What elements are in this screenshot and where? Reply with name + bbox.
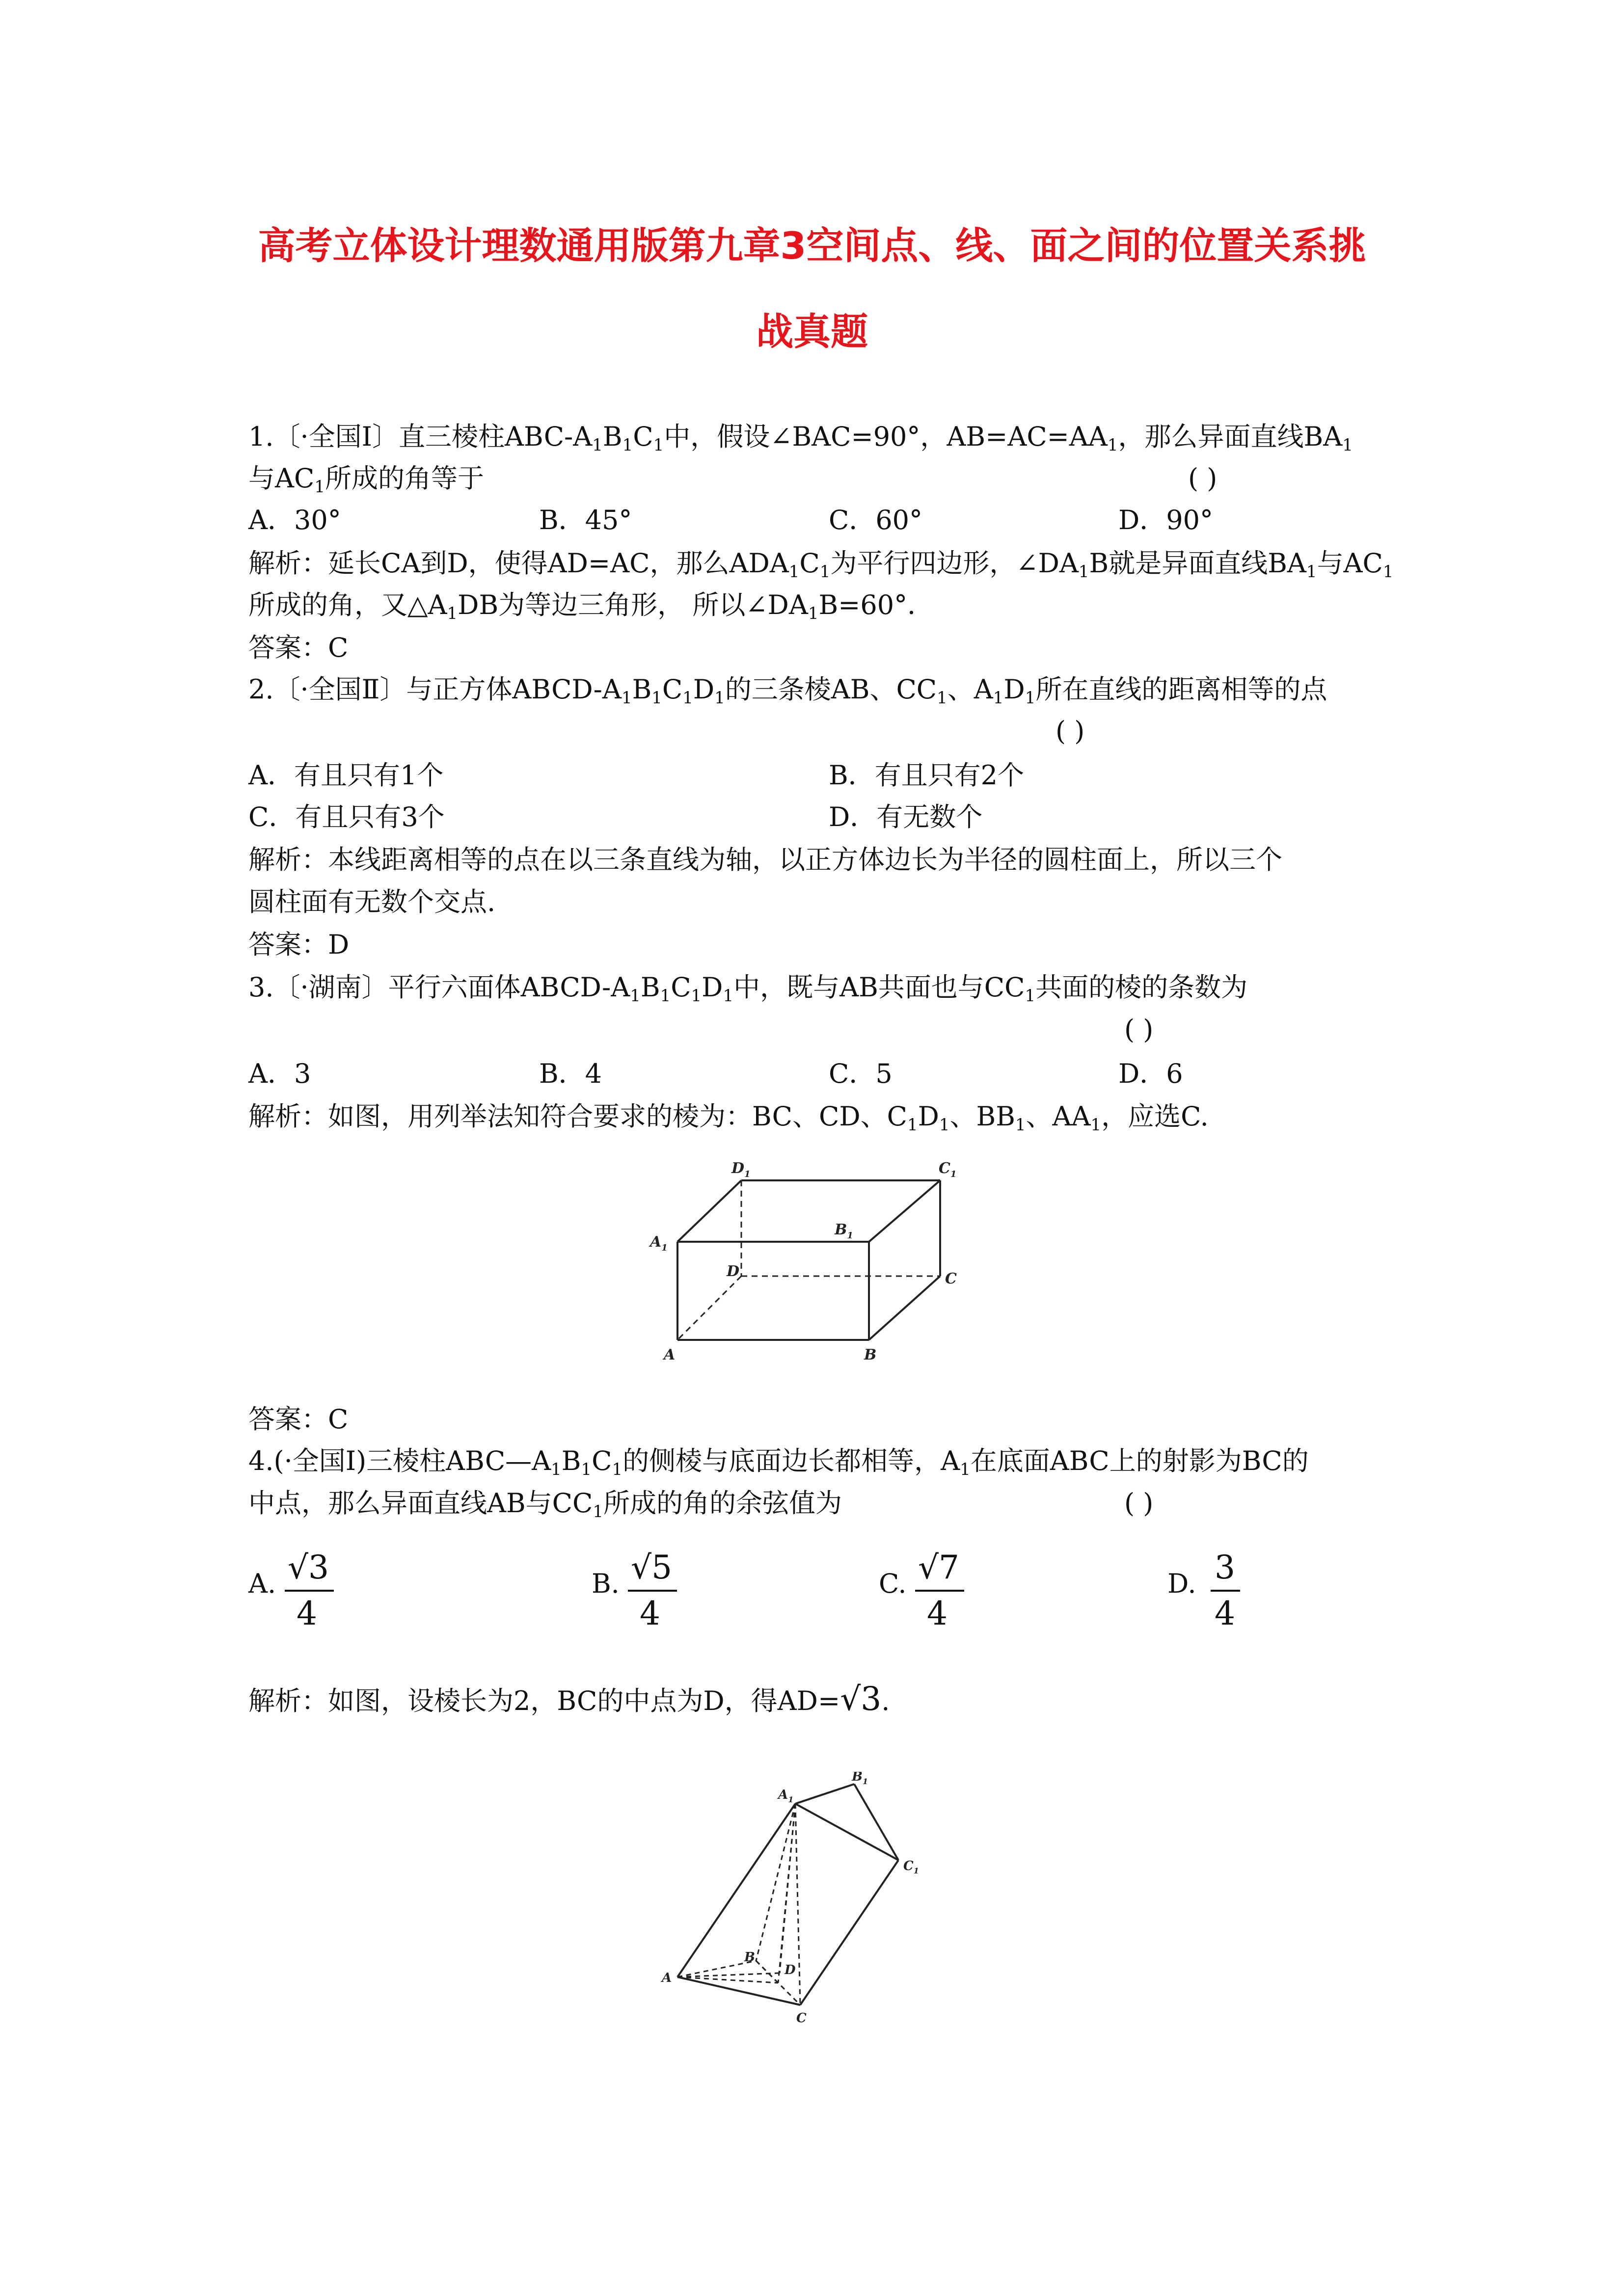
q2-option-d: D．有无数个: [829, 801, 983, 832]
edge-ad-hidden: [677, 1276, 741, 1340]
q4-stem-line1: 4.(·全国Ⅰ)三棱柱$ABC—A_1B_1C_1$的侧棱与底面边长都相等，$A_1$在底面ABC上的射影为BC的: [248, 1445, 1309, 1479]
q3-option-a: A．3: [248, 1058, 311, 1089]
label-b1: $B_1$: [852, 1772, 868, 1786]
q1-analysis-line1: 解析：延长CA到D，使得AD=AC，那么$ADA_1C_1$为平行四边形，$\angle DA_1B$就是异面直线$BA_1$与$AC_1$: [248, 548, 1394, 582]
q1-stem-line1: 1.〔·全国Ⅰ〕直三棱柱ABC-$A_1B_1C_1$中，假设∠BAC=90°，$AB=AC=AA_1$，那么异面直线$BA_1$: [248, 421, 1353, 455]
label-b1: $B_1$: [835, 1221, 853, 1241]
q4-option-d: D. 3 4: [1167, 1548, 1266, 1637]
edge-bc: [869, 1276, 940, 1340]
edge-ac: [677, 1977, 800, 2005]
q4-option-b: B. √5 4: [592, 1548, 690, 1637]
edge-a1d-hidden: [780, 1804, 795, 1973]
q3-stem-line1: 3.〔·湖南〕平行六面体ABCD-$A_1B_1C_1D_1$中，既与AB共面也与$CC_1$共面的棱的条数为: [248, 972, 1248, 1006]
label-c: C: [796, 2011, 807, 2026]
edge-ad-hidden: [677, 1973, 780, 1977]
q3-option-d: D．6: [1118, 1058, 1183, 1089]
q1-option-c: C．60°: [829, 505, 923, 535]
q2-option-a: A．有且只有1个: [248, 760, 444, 791]
q2-answer-paren: ( ): [1056, 716, 1085, 747]
label-a: A: [664, 1346, 676, 1363]
label-d1: $D_1$: [731, 1160, 751, 1179]
label-d: D: [785, 1963, 796, 1977]
edge-cc1: [800, 1860, 898, 2005]
label-a1: $A_1$: [778, 1788, 794, 1804]
q2-analysis-line2: 圆柱面有无数个交点.: [248, 886, 496, 917]
q1-option-b: B．45°: [539, 505, 632, 535]
q2-answer: 答案：D: [248, 929, 350, 960]
q3-option-c: C．5: [829, 1058, 893, 1089]
q1-analysis-line2: 所成的角，又$\triangle A_1DB$为等边三角形， 所以$\angle DA_1B=60^\circ$．: [248, 589, 934, 623]
q3-answer-paren: ( ): [1124, 1014, 1154, 1045]
edge-be-hidden: [756, 1961, 778, 1983]
q4-answer-paren: ( ): [1124, 1488, 1154, 1519]
label-d: D: [727, 1263, 740, 1280]
q4-analysis: 解析：如图，设棱长为2，BC的中点为D，得AD=√3.: [248, 1680, 890, 1718]
edge-a1b-hidden: [756, 1804, 795, 1961]
q4-option-c: C. √7 4: [879, 1548, 977, 1637]
q1-option-d: D．90°: [1118, 505, 1214, 535]
q3-option-b: B．4: [539, 1058, 602, 1089]
label-b: B: [744, 1950, 755, 1965]
page-title-line2: 战真题: [756, 310, 868, 353]
label-a: A: [662, 1971, 672, 1985]
parallelepiped-figure: [638, 1144, 1011, 1369]
q2-option-b: B．有且只有2个: [829, 760, 1025, 791]
page-title-line1: 高考立体设计理数通用版第九章3空间点、线、面之间的位置关系挑: [258, 224, 1366, 267]
q3-analysis: 解析：如图，用列举法知符合要求的棱为：BC、CD、$C_1D_1$、$BB_1$、$AA_1$，应选C.: [248, 1101, 1209, 1135]
q2-analysis-line1: 解析：本线距离相等的点在以三条直线为轴，以正方体边长为半径的圆柱面上，所以三个: [248, 844, 1282, 875]
q2-stem-line1: 2.〔·全国Ⅱ〕与正方体ABCD-$A_1B_1C_1D_1$的三条棱AB、$CC_1$、$A_1D_1$所在直线的距离相等的点: [248, 674, 1327, 708]
triangular-prism-figure: [653, 1772, 957, 2032]
label-a1: $A_1$: [650, 1233, 668, 1253]
label-c1: $C_1$: [903, 1859, 919, 1875]
label-c1: $C_1$: [939, 1160, 957, 1179]
label-b: B: [864, 1346, 877, 1363]
edge-c1b1: [869, 1180, 940, 1242]
q3-answer: 答案：C: [248, 1404, 349, 1435]
q4-stem-line2: 中点，那么异面直线AB与$CC_1$所成的角的余弦值为: [248, 1488, 842, 1522]
q2-option-c: C．有且只有3个: [248, 801, 445, 832]
q4-option-a: A. √3 4: [248, 1548, 347, 1637]
edge-a1d1: [677, 1180, 741, 1242]
label-c: C: [945, 1270, 957, 1287]
q1-stem-line2: 与$AC_1$所成的角等于: [248, 463, 484, 497]
q1-option-a: A．30°: [248, 505, 341, 535]
edge-a1b1: [795, 1784, 854, 1804]
q1-answer: 答案：C: [248, 632, 349, 663]
edge-a1c-hidden: [795, 1804, 800, 2005]
q1-answer-paren: ( ): [1188, 463, 1218, 494]
edge-aa1: [677, 1804, 795, 1977]
